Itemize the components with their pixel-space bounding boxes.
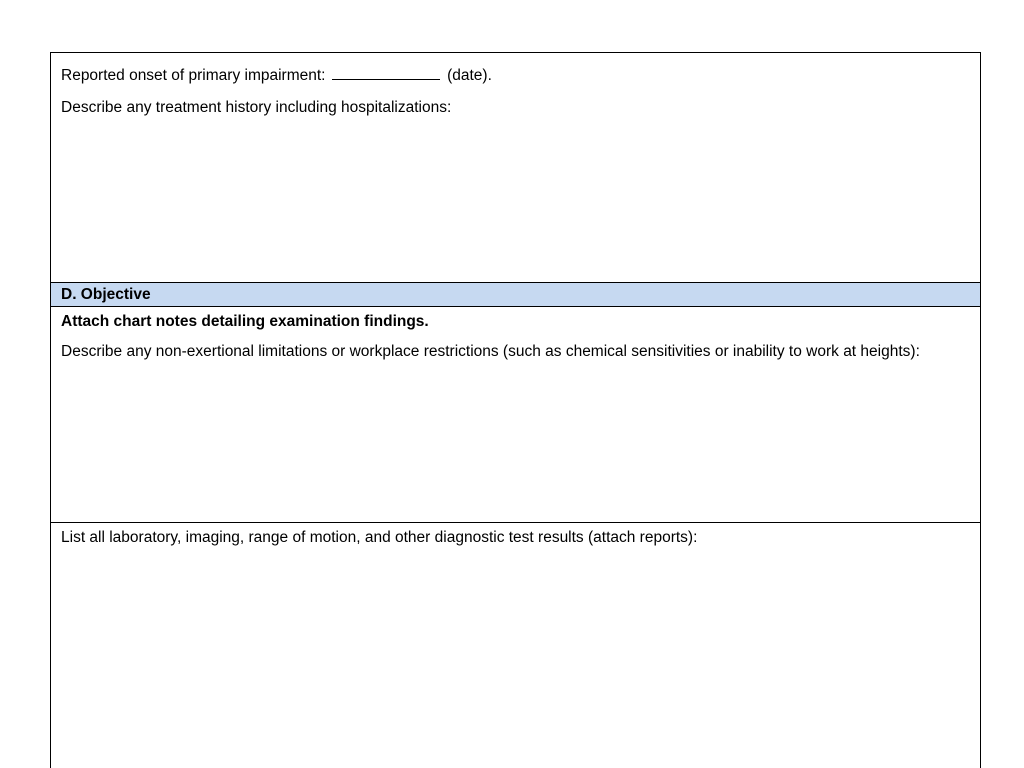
diagnostic-tests-block: [51, 523, 980, 768]
diagnostic-tests-label: List all laboratory, imaging, range of motion, and other diagnostic test results (attach reports):: [61, 529, 698, 546]
form-frame: [50, 52, 981, 768]
onset-row: [61, 65, 950, 85]
limitations-label: Describe any non-exertional limitations or workplace restrictions (such as chemical sensitivities or inability to work at heights):: [61, 343, 920, 360]
section-d-header: [51, 283, 980, 307]
treatment-history-block: [51, 53, 980, 283]
onset-suffix: (date).: [447, 67, 492, 84]
diagnostic-tests-field[interactable]: [61, 553, 970, 763]
limitations-field[interactable]: [61, 387, 970, 517]
objective-block: [51, 307, 980, 523]
section-d-title: D. Objective: [61, 286, 151, 303]
attach-chart-notes-instruction: Attach chart notes detailing examination findings.: [61, 313, 429, 330]
onset-label: Reported onset of primary impairment:: [61, 67, 326, 84]
treatment-history-label: Describe any treatment history including hospitalizations:: [61, 99, 452, 116]
treatment-history-field[interactable]: [61, 121, 970, 276]
onset-date-field[interactable]: [332, 65, 440, 80]
